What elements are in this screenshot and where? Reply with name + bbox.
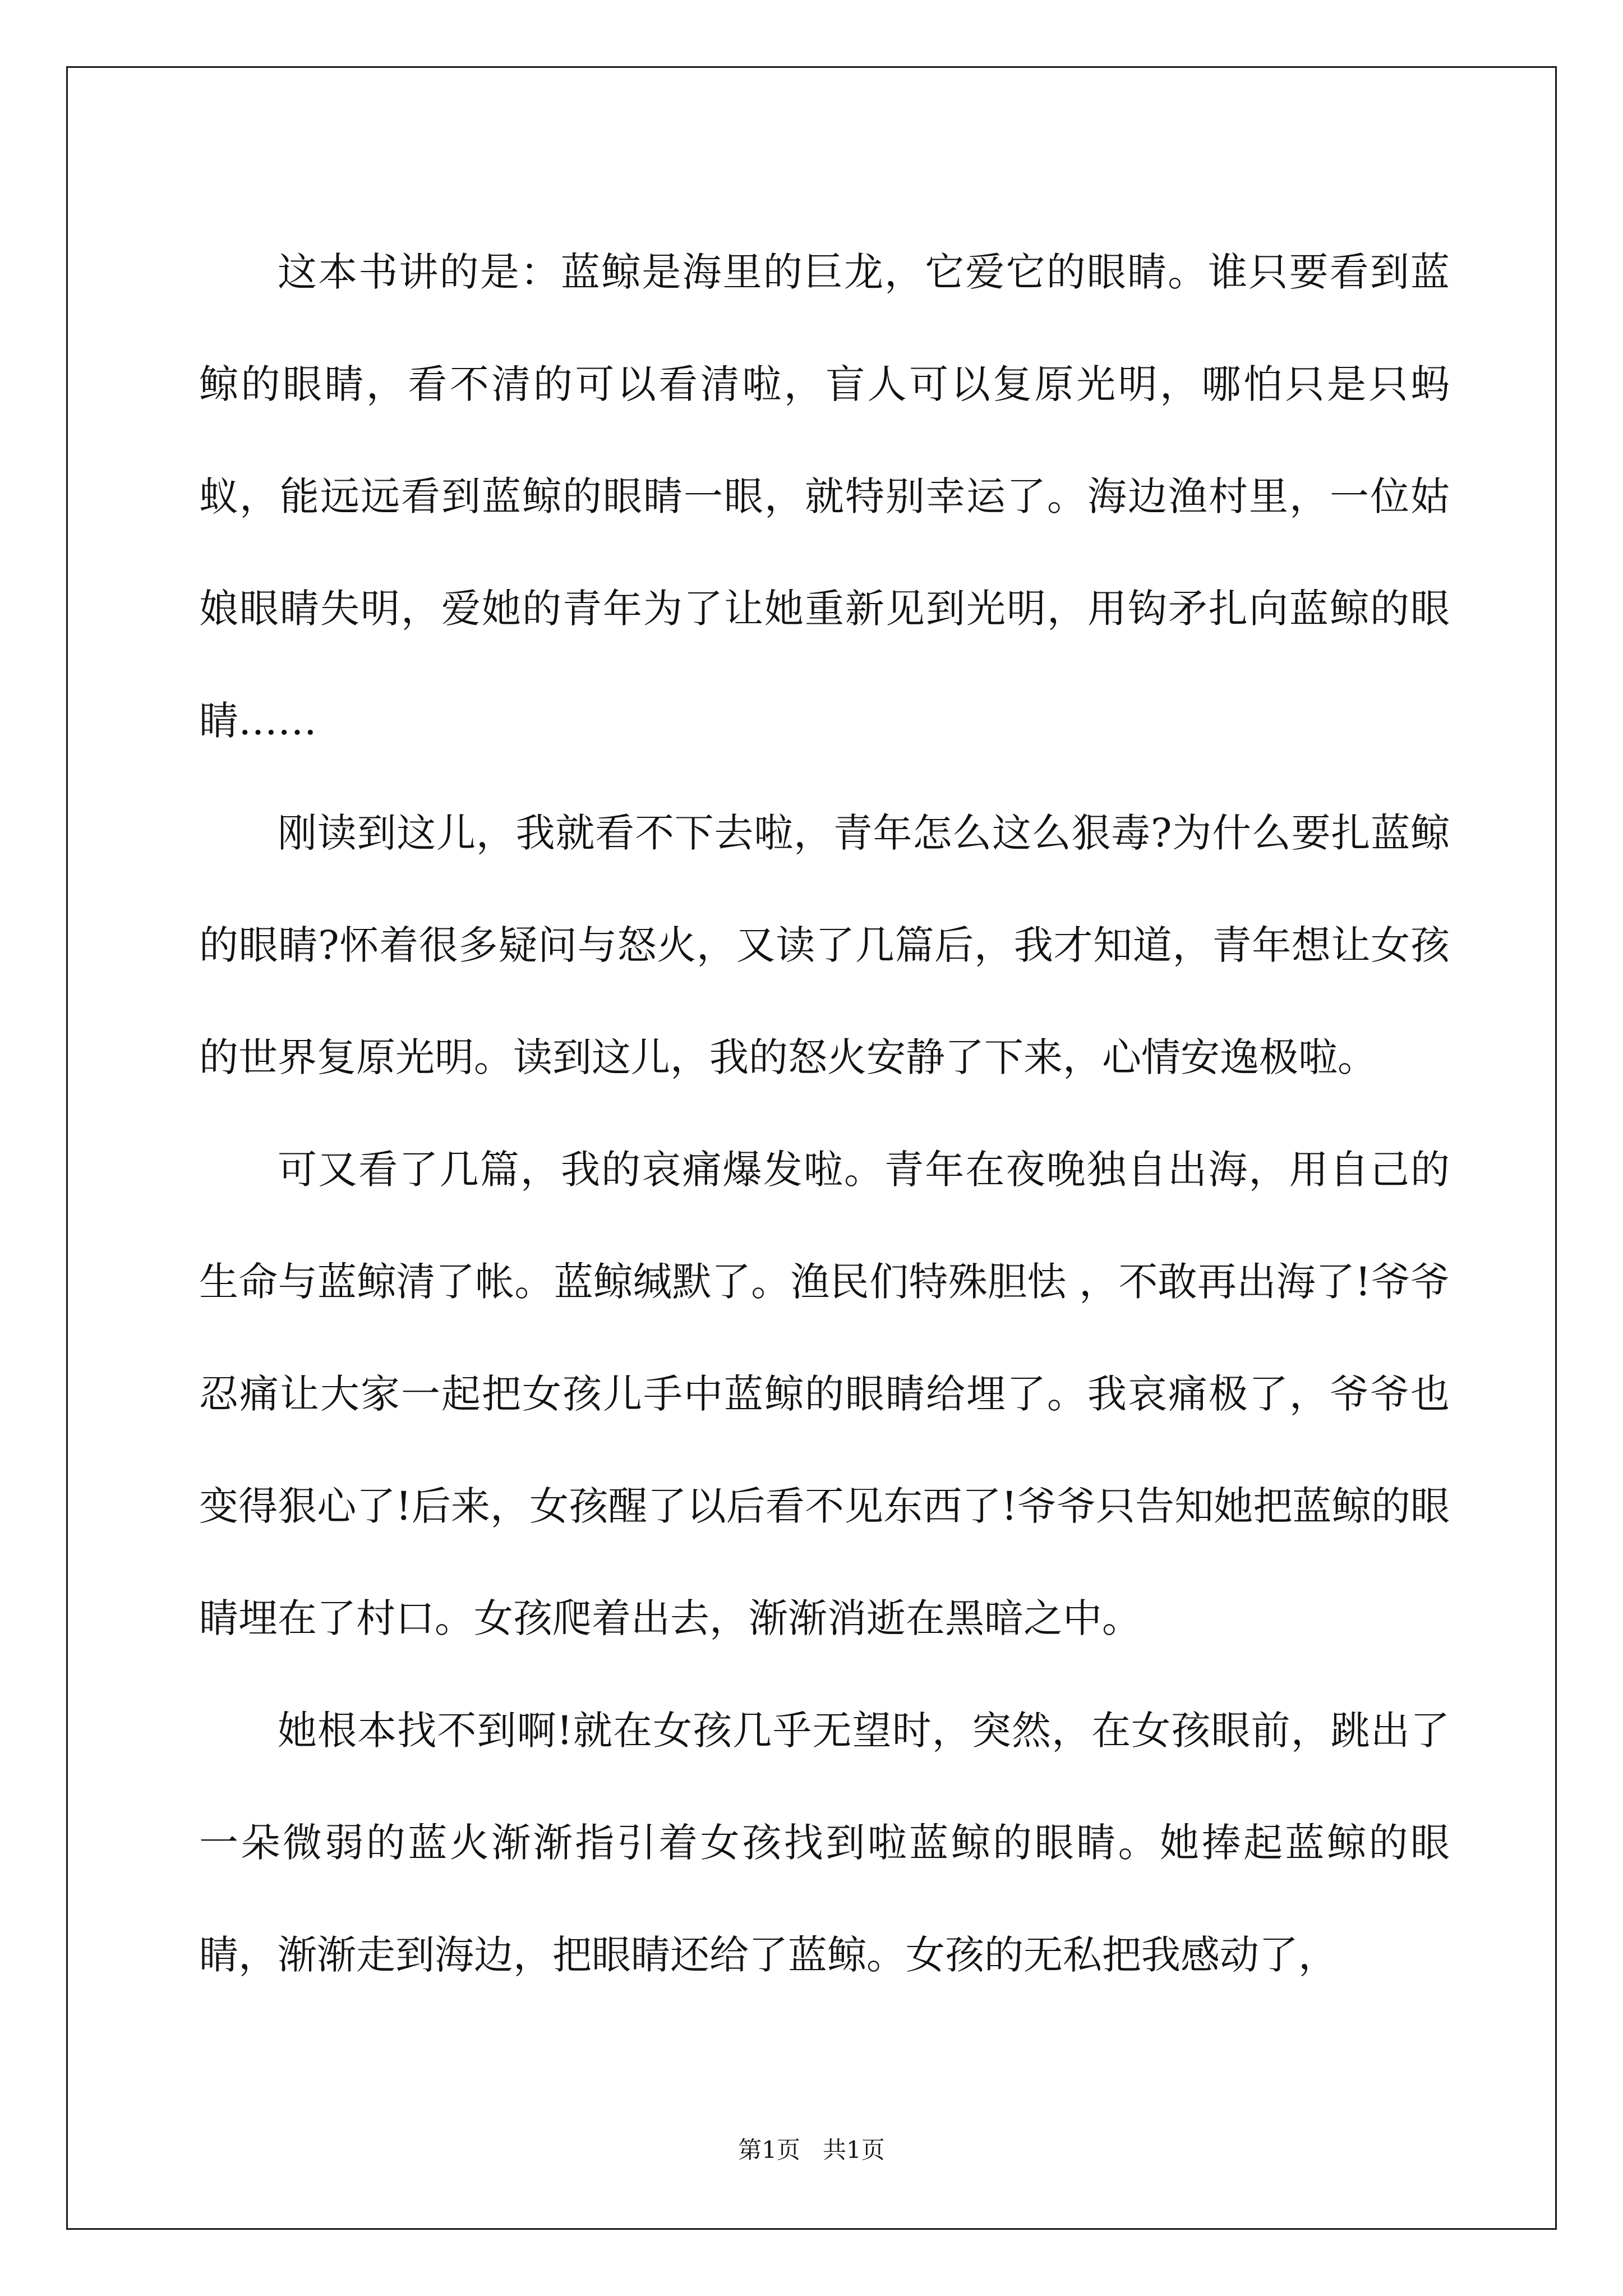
paragraph-1: 这本书讲的是：蓝鲸是海里的巨龙，它爱它的眼睛。谁只要看到蓝鲸的眼睛，看不清的可以看清啦，盲人可以复原光明，哪怕只是只蚂蚁，能远远看到蓝鲸的眼睛一眼，就特别幸运了。海边渔村里，一位姑娘眼睛失明，爱她的青年为了让她重新见到光明，用钩矛扎向蓝鲸的眼睛…… — [199, 249, 1450, 744]
paragraph-4: 她根本找不到啊!就在女孩几乎无望时，突然，在女孩眼前，跳出了一朵微弱的蓝火渐渐指引着女孩找到啦蓝鲸的眼睛。她捧起蓝鲸的眼睛，渐渐走到海边，把眼睛还给了蓝鲸。女孩的无私把我感动了， — [199, 1708, 1450, 1978]
document-body — [199, 216, 1450, 2011]
paragraph-3: 可又看了几篇，我的哀痛爆发啦。青年在夜晚独自出海，用自己的生命与蓝鲸清了帐。蓝鲸缄默了。渔民们特殊胆怯 ，不敢再出海了!爷爷忍痛让大家一起把女孩儿手中蓝鲸的眼睛给埋了。我哀痛极了，爷爷也变得狠心了!后来，女孩醒了以后看不见东西了!爷爷只告知她把蓝鲸的眼睛埋在了村口。女孩爬着出去，渐渐消逝在黑暗之中。 — [199, 1147, 1450, 1641]
paragraph-2: 刚读到这儿，我就看不下去啦，青年怎么这么狠毒?为什么要扎蓝鲸的眼睛?怀着很多疑问与怒火，又读了几篇后，我才知道，青年想让女孩的世界复原光明。读到这儿，我的怒火安静了下来，心情安逸极啦。 — [199, 810, 1450, 1080]
page-footer: 第1页 共1页 — [738, 2136, 885, 2164]
